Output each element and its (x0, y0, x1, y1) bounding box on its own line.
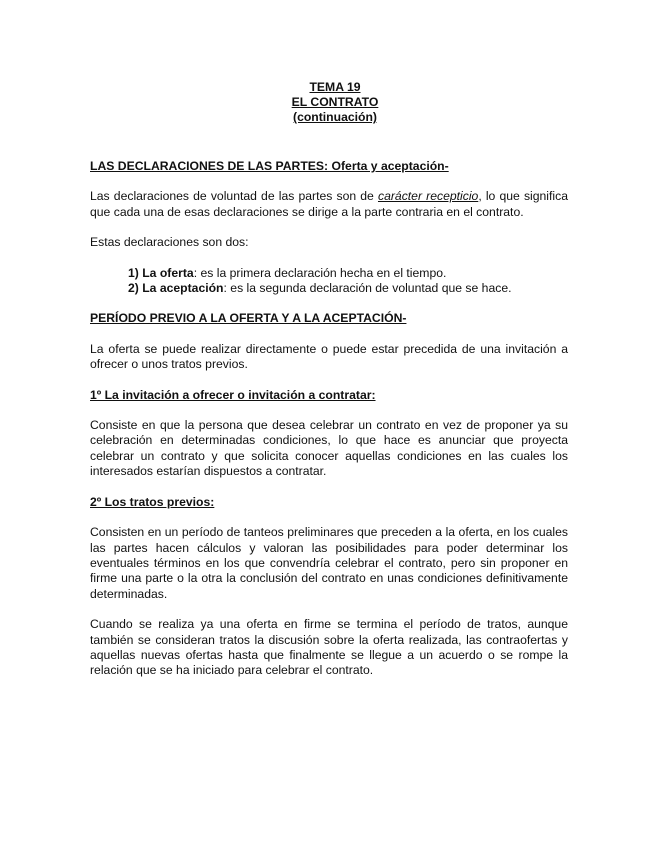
list-item (128, 281, 568, 296)
paragraph-periodo-previo: La oferta se puede realizar directamente o puede estar precedida de una invitación a ofrecer o unos tratos previos. (90, 341, 568, 372)
section-heading-periodo-previo: PERÍODO PREVIO A LA OFERTA Y A LA ACEPTACIÓN- (90, 311, 407, 326)
list-item-text: : es la segunda declaración de voluntad que se hace. (223, 281, 512, 296)
list-item (128, 266, 568, 281)
document-title (102, 80, 568, 125)
paragraph-dos: Estas declaraciones son dos: (90, 235, 249, 250)
section-heading-declaraciones: LAS DECLARACIONES DE LAS PARTES: Oferta y aceptación- (90, 159, 449, 173)
paragraph-text: Las declaraciones de voluntad de las partes son de (90, 189, 378, 204)
list-item-label: 2) La aceptación (128, 281, 224, 296)
title-line-3: (continuación) (293, 110, 377, 124)
section-heading-invitacion: 1º La invitación a ofrecer o invitación a contratar: (90, 387, 376, 402)
paragraph-invitacion: Consiste en que la persona que desea celebrar un contrato en vez de proponer ya su celebración en determinadas condiciones, lo que hace es anunciar que proyecta celebrar un contrato y que solicita conocer aquellas condiciones en las cuales los interesados estarían dispuestos a contratar. (90, 418, 568, 479)
paragraph-text: , lo que significa que cada una de esas declaraciones se dirige a la parte contraria en el contrato. (90, 189, 568, 219)
list-item-label: 1) La oferta (128, 265, 194, 280)
emphasis-term: carácter recepticio (377, 189, 479, 204)
section-heading-tratos-previos: 2º Los tratos previos: (90, 494, 215, 509)
list-item-text: : es la primera declaración hecha en el tiempo. (193, 265, 447, 280)
title-line-1: TEMA 19 (309, 80, 361, 94)
paragraph-tratos-2: Cuando se realiza ya una oferta en firme se termina el período de tratos, aunque también se consideran tratos la discusión sobre la oferta realizada, las contraofertas y aquellas nuevas ofertas hasta que finalmente se llegue a un acuerdo o se rompe la relación que se ha iniciado para celebrar el contrato. (90, 617, 568, 678)
title-line-2: EL CONTRATO (291, 95, 379, 109)
document-page (90, 80, 568, 679)
paragraph-tratos-1: Consisten en un período de tanteos preliminares que preceden a la oferta, en los cuales las partes hacen cálculos y valoran las posibilidades para poder determinar los eventuales términos en los que convendría celebrar el contrato, pero sin proponer en firme una parte o la otra la conclusión del contrato en unas condiciones definitivamente determinadas. (90, 525, 568, 601)
declaraciones-list (90, 266, 568, 297)
paragraph-declaraciones (90, 189, 568, 220)
